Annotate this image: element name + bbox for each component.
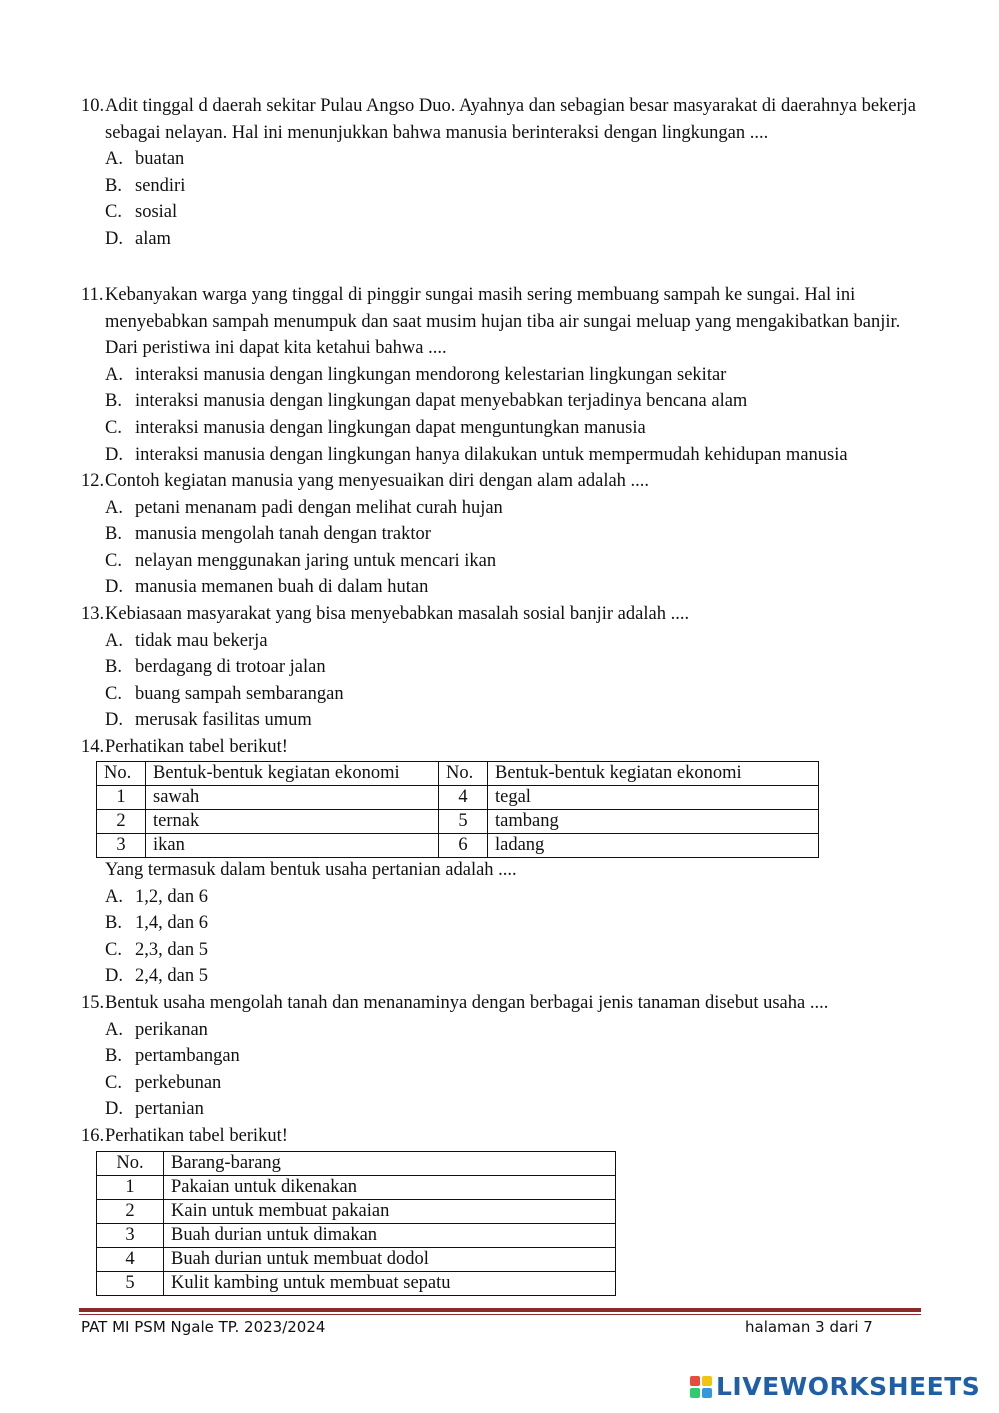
- table-cell: Buah durian untuk dimakan: [164, 1224, 616, 1248]
- footer-page-number: halaman 3 dari 7: [745, 1318, 873, 1336]
- option-b[interactable]: B. 1,4, dan 6: [105, 913, 208, 934]
- table-cell: 1: [97, 1176, 164, 1200]
- question-14-followup: [81, 857, 921, 990]
- option-c[interactable]: C. 2,3, dan 5: [105, 939, 208, 960]
- option-b[interactable]: B. berdagang di trotoar jalan: [105, 657, 326, 678]
- option-c[interactable]: C. interaksi manusia dengan lingkungan dapat menguntungkan manusia: [105, 417, 646, 438]
- table-cell: Buah durian untuk membuat dodol: [164, 1248, 616, 1272]
- question-number: 13.: [81, 604, 105, 624]
- option-b[interactable]: B. interaksi manusia dengan lingkungan dapat menyebabkan terjadinya bencana alam: [105, 391, 748, 412]
- options-list: [81, 495, 921, 601]
- table-cell: 2: [97, 810, 146, 834]
- options-list: [81, 1017, 921, 1123]
- question-number: 15.: [81, 993, 105, 1013]
- table-row: [97, 834, 819, 858]
- table-cell: 3: [97, 834, 146, 858]
- table-row: [97, 1272, 616, 1296]
- question-text: Kebiasaan masyarakat yang bisa menyebabkan masalah sosial banjir adalah ....: [105, 604, 690, 624]
- options-list: [81, 628, 921, 734]
- question-14: [81, 734, 921, 761]
- question-number: 14.: [81, 737, 105, 757]
- logo-text: LIVEWORKSHEETS: [716, 1372, 981, 1401]
- option-a[interactable]: A. tidak mau bekerja: [105, 630, 268, 651]
- question-stem: [81, 468, 921, 495]
- question-stem: [81, 93, 921, 146]
- table-cell: tegal: [488, 786, 819, 810]
- liveworksheets-logo-icon: [690, 1376, 712, 1398]
- option-a[interactable]: A. buatan: [105, 149, 185, 170]
- option-c[interactable]: C. sosial: [105, 202, 178, 223]
- table-cell: tambang: [488, 810, 819, 834]
- table-cell: 1: [97, 786, 146, 810]
- table-header: Bentuk-bentuk kegiatan ekonomi: [146, 762, 439, 786]
- table-cell: 4: [439, 786, 488, 810]
- option-b[interactable]: B. sendiri: [105, 175, 186, 196]
- table-cell: 6: [439, 834, 488, 858]
- option-d[interactable]: D. interaksi manusia dengan lingkungan hanya dilakukan untuk mempermudah kehidupan manusia: [105, 444, 848, 465]
- table-header-row: [97, 762, 819, 786]
- table-cell: ternak: [146, 810, 439, 834]
- question-text: Kebanyakan warga yang tinggal di pinggir sungai masih sering membuang sampah ke sungai. Hal ini menyebabkan sampah menumpuk dan saat musim hujan tiba air sungai meluap yang mengakibatkan banjir. Dari peristiwa ini dapat kita ketahui bahwa ....: [105, 285, 901, 359]
- options-list: [81, 146, 921, 252]
- table-header: Bentuk-bentuk kegiatan ekonomi: [488, 762, 819, 786]
- table-cell: 5: [439, 810, 488, 834]
- options-list: [81, 362, 921, 468]
- question-number: 11.: [81, 285, 104, 305]
- question-stem: [81, 990, 921, 1017]
- question-text: Perhatikan tabel berikut!: [105, 1126, 288, 1146]
- table-row: [97, 1224, 616, 1248]
- question-stem: [81, 1123, 921, 1150]
- table-cell: ikan: [146, 834, 439, 858]
- option-c[interactable]: C. buang sampah sembarangan: [105, 683, 344, 704]
- option-c[interactable]: C. nelayan menggunakan jaring untuk mencari ikan: [105, 550, 497, 571]
- option-d[interactable]: D. alam: [105, 228, 171, 249]
- question-15: [81, 990, 921, 1123]
- table-header: Barang-barang: [164, 1152, 616, 1176]
- table-header: No.: [439, 762, 488, 786]
- table-row: [97, 1200, 616, 1224]
- options-list: [81, 884, 921, 990]
- option-a[interactable]: A. interaksi manusia dengan lingkungan mendorong kelestarian lingkungan sekitar: [105, 364, 727, 385]
- table-row: [97, 810, 819, 834]
- table-row: [97, 786, 819, 810]
- table-cell: 3: [97, 1224, 164, 1248]
- option-d[interactable]: D. manusia memanen buah di dalam hutan: [105, 577, 429, 598]
- option-b[interactable]: B. pertambangan: [105, 1046, 240, 1067]
- question-text: Bentuk usaha mengolah tanah dan menanaminya dengan berbagai jenis tanaman disebut usaha ....: [105, 993, 829, 1013]
- footer-divider-thin: [79, 1314, 921, 1315]
- option-a[interactable]: A. 1,2, dan 6: [105, 886, 208, 907]
- footer-divider: [79, 1308, 921, 1312]
- question-number: 12.: [81, 471, 105, 491]
- option-b[interactable]: B. manusia mengolah tanah dengan traktor: [105, 524, 431, 545]
- followup-text: Yang termasuk dalam bentuk usaha pertanian adalah ....: [105, 860, 517, 880]
- question-text: Perhatikan tabel berikut!: [105, 737, 288, 757]
- table-cell: sawah: [146, 786, 439, 810]
- table-cell: 5: [97, 1272, 164, 1296]
- table-cell: Pakaian untuk dikenakan: [164, 1176, 616, 1200]
- option-d[interactable]: D. merusak fasilitas umum: [105, 710, 312, 731]
- liveworksheets-logo[interactable]: [690, 1372, 980, 1401]
- option-d[interactable]: D. pertanian: [105, 1099, 204, 1120]
- table-header: No.: [97, 762, 146, 786]
- table-cell: 4: [97, 1248, 164, 1272]
- question-13: [81, 601, 921, 734]
- question-stem: [81, 282, 921, 362]
- table-cell: Kain untuk membuat pakaian: [164, 1200, 616, 1224]
- question-16: [81, 1123, 921, 1150]
- table-row: [97, 1248, 616, 1272]
- table-row: [97, 1176, 616, 1200]
- table-cell: ladang: [488, 834, 819, 858]
- goods-table: [96, 1151, 616, 1296]
- question-stem: [81, 601, 921, 628]
- option-c[interactable]: C. perkebunan: [105, 1072, 222, 1093]
- question-number: 16.: [81, 1126, 105, 1146]
- question-11: [81, 282, 921, 468]
- option-a[interactable]: A. perikanan: [105, 1019, 208, 1040]
- question-number: 10.: [81, 96, 105, 116]
- option-d[interactable]: D. 2,4, dan 5: [105, 966, 208, 987]
- question-text: Adit tinggal d daerah sekitar Pulau Angso Duo. Ayahnya dan sebagian besar masyarakat di daerahnya bekerja sebagai nelayan. Hal ini menunjukkan bahwa manusia berinteraksi dengan lingkungan ....: [105, 96, 917, 143]
- question-12: [81, 468, 921, 601]
- question-text: Contoh kegiatan manusia yang menyesuaikan diri dengan alam adalah ....: [105, 471, 650, 491]
- table-header-row: [97, 1152, 616, 1176]
- option-a[interactable]: A. petani menanam padi dengan melihat curah hujan: [105, 497, 503, 518]
- table-cell: Kulit kambing untuk membuat sepatu: [164, 1272, 616, 1296]
- question-stem: [81, 734, 921, 761]
- footer-school-label: PAT MI PSM Ngale TP. 2023/2024: [81, 1318, 326, 1336]
- question-10: [81, 93, 921, 253]
- table-cell: 2: [97, 1200, 164, 1224]
- economic-activities-table: [96, 761, 819, 858]
- table-header: No.: [97, 1152, 164, 1176]
